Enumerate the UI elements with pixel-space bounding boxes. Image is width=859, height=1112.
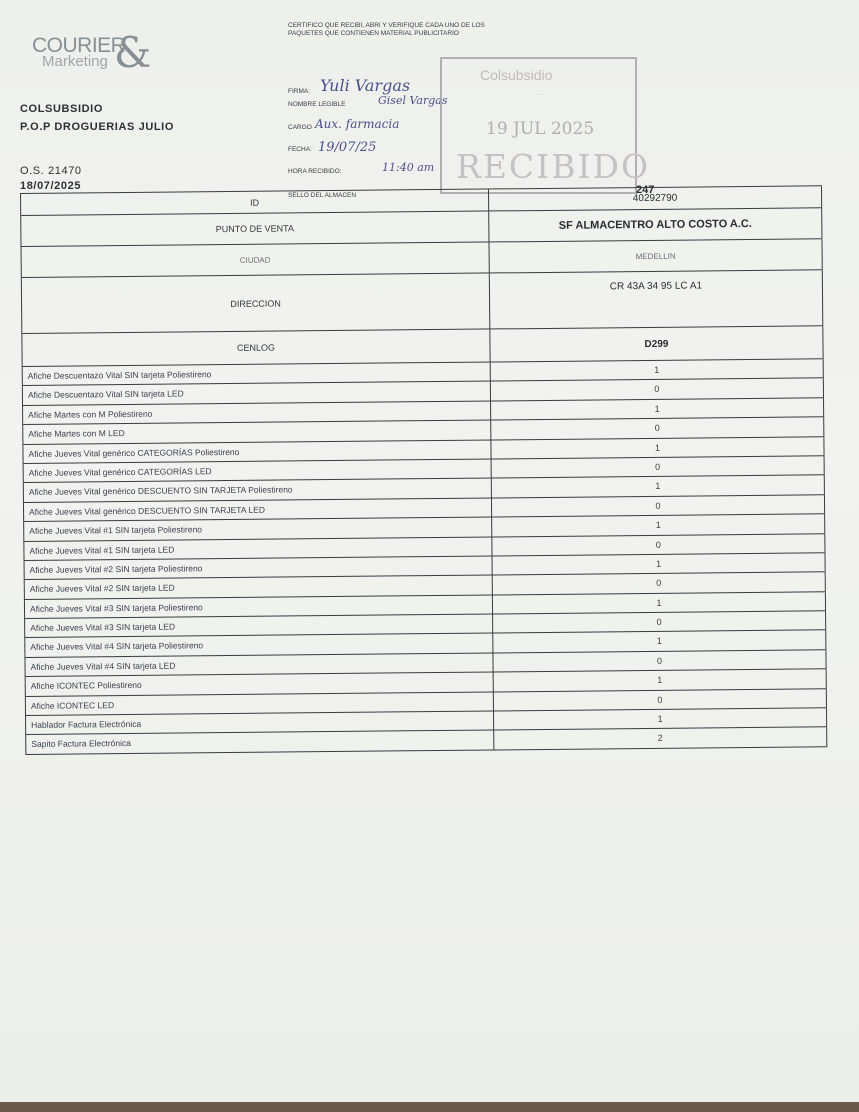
item-name: Afiche Jueves Vital #1 SIN tarjeta LED <box>24 537 492 560</box>
item-quantity: 0 <box>493 650 826 672</box>
item-name: Afiche Jueves Vital genérico DESCUENTO SIN TARJETA LED <box>24 498 492 521</box>
item-name: Afiche Jueves Vital #3 SIN tarjeta Poliestireno <box>25 595 493 618</box>
item-quantity: 1 <box>491 437 824 459</box>
item-name: Afiche Jueves Vital #4 SIN tarjeta Poliestireno <box>25 634 493 657</box>
item-quantity: 1 <box>494 708 827 730</box>
item-quantity: 1 <box>492 514 825 536</box>
client-name: P.O.P DROGUERIAS JULIO <box>20 121 174 133</box>
item-name: Afiche Jueves Vital #1 SIN tarjeta Poliestireno <box>24 518 492 541</box>
direccion-label: DIRECCION <box>22 273 491 332</box>
item-quantity: 1 <box>493 592 826 614</box>
item-quantity: 0 <box>493 611 826 633</box>
stamp-subline: ··· <box>536 89 545 99</box>
nombre-label: NOMBRE LEGIBLE <box>288 101 346 108</box>
order-date: 18/07/2025 <box>20 180 82 192</box>
handwritten-signature: Yuli Vargas <box>320 76 411 95</box>
item-quantity: 1 <box>492 476 825 498</box>
stamp-word: RECIBIDO <box>456 147 651 186</box>
stamp-brand: Colsubsidio <box>480 67 553 83</box>
item-name: Afiche Jueves Vital #2 SIN tarjeta Poliestireno <box>25 556 493 579</box>
item-quantity: 0 <box>493 573 826 595</box>
sello-label: SELLO DEL ALMACEN <box>288 192 357 199</box>
stamp-date: 19 JUL 2025 <box>486 119 595 139</box>
handwritten-date: 19/07/25 <box>318 140 377 155</box>
handwritten-time: 11:40 am <box>382 161 435 174</box>
item-list <box>23 359 828 754</box>
item-name: Sapito Factura Electrónica <box>26 731 494 754</box>
item-quantity: 1 <box>493 631 826 653</box>
item-name: Afiche Jueves Vital genérico DESCUENTO SIN TARJETA Poliestireno <box>24 479 492 502</box>
logo-subword: Marketing <box>42 53 108 70</box>
item-quantity: 0 <box>491 379 824 401</box>
item-name: Afiche Martes con M Poliestireno <box>23 401 491 424</box>
cenlog-value: D299 <box>490 326 823 361</box>
item-quantity: 0 <box>491 417 824 439</box>
item-quantity: 0 <box>492 495 825 517</box>
item-name: Hablador Factura Electrónica <box>26 712 494 735</box>
item-name: Afiche Jueves Vital #4 SIN tarjeta LED <box>25 653 493 676</box>
hora-label: HORA RECIBIDO: <box>288 168 342 175</box>
delivery-table <box>20 185 827 754</box>
handwritten-name: Gisel Vargas <box>378 94 448 107</box>
table-row-direccion <box>22 270 824 334</box>
item-quantity: 0 <box>494 689 827 711</box>
punto-venta-value: SF ALMACENTRO ALTO COSTO A.C. <box>489 208 822 241</box>
cenlog-label: CENLOG <box>22 329 490 365</box>
firma-label: FIRMA: <box>288 88 311 95</box>
item-quantity: 0 <box>492 456 825 478</box>
certificate-text: CERTIFICO QUE RECIBI, ABRI Y VERIFIQUE CADA UNO DE LOS PAQUETES QUE CONTIENEN MATERIAL PUBLICITARIO <box>288 22 485 37</box>
logo-ampersand: & <box>114 28 152 77</box>
item-name: Afiche Descuentazo Vital SIN tarjeta LED <box>23 382 491 405</box>
item-quantity: 0 <box>492 534 825 556</box>
item-name: Afiche Descuentazo Vital SIN tarjeta Poliestireno <box>23 362 491 385</box>
item-name: Afiche Jueves Vital genérico CATEGORÍAS LED <box>24 459 492 482</box>
item-name: Afiche ICONTEC Poliestireno <box>26 673 494 696</box>
page-number: 247 <box>636 184 655 196</box>
item-name: Afiche Jueves Vital #2 SIN tarjeta LED <box>25 576 493 599</box>
company-name: COLSUBSIDIO <box>20 103 103 115</box>
cargo-label: CARGO <box>288 124 312 131</box>
logo-word: COURIER <box>32 34 126 57</box>
item-name: Afiche Jueves Vital genérico CATEGORÍAS Poliestireno <box>23 440 491 463</box>
fecha-label: FECHA: <box>288 146 312 153</box>
ciudad-value: MEDELLIN <box>489 239 822 272</box>
item-name: Afiche ICONTEC LED <box>26 692 494 715</box>
direccion-value: CR 43A 34 95 LC A1 <box>490 270 824 328</box>
item-name: Afiche Martes con M LED <box>23 421 491 444</box>
id-value: 40292790 <box>489 186 822 210</box>
handwritten-cargo: Aux. farmacia <box>315 117 400 131</box>
item-quantity: 1 <box>494 670 827 692</box>
order-number: O.S. 21470 <box>20 165 82 177</box>
item-quantity: 1 <box>491 359 824 381</box>
item-quantity: 2 <box>494 728 827 750</box>
id-label: ID <box>21 189 489 214</box>
punto-venta-label: PUNTO DE VENTA <box>21 211 489 245</box>
ciudad-label: CIUDAD <box>22 242 490 276</box>
item-name: Afiche Jueves Vital #3 SIN tarjeta LED <box>25 615 493 638</box>
courier-logo <box>32 28 162 78</box>
item-quantity: 1 <box>493 553 826 575</box>
item-quantity: 1 <box>491 398 824 420</box>
